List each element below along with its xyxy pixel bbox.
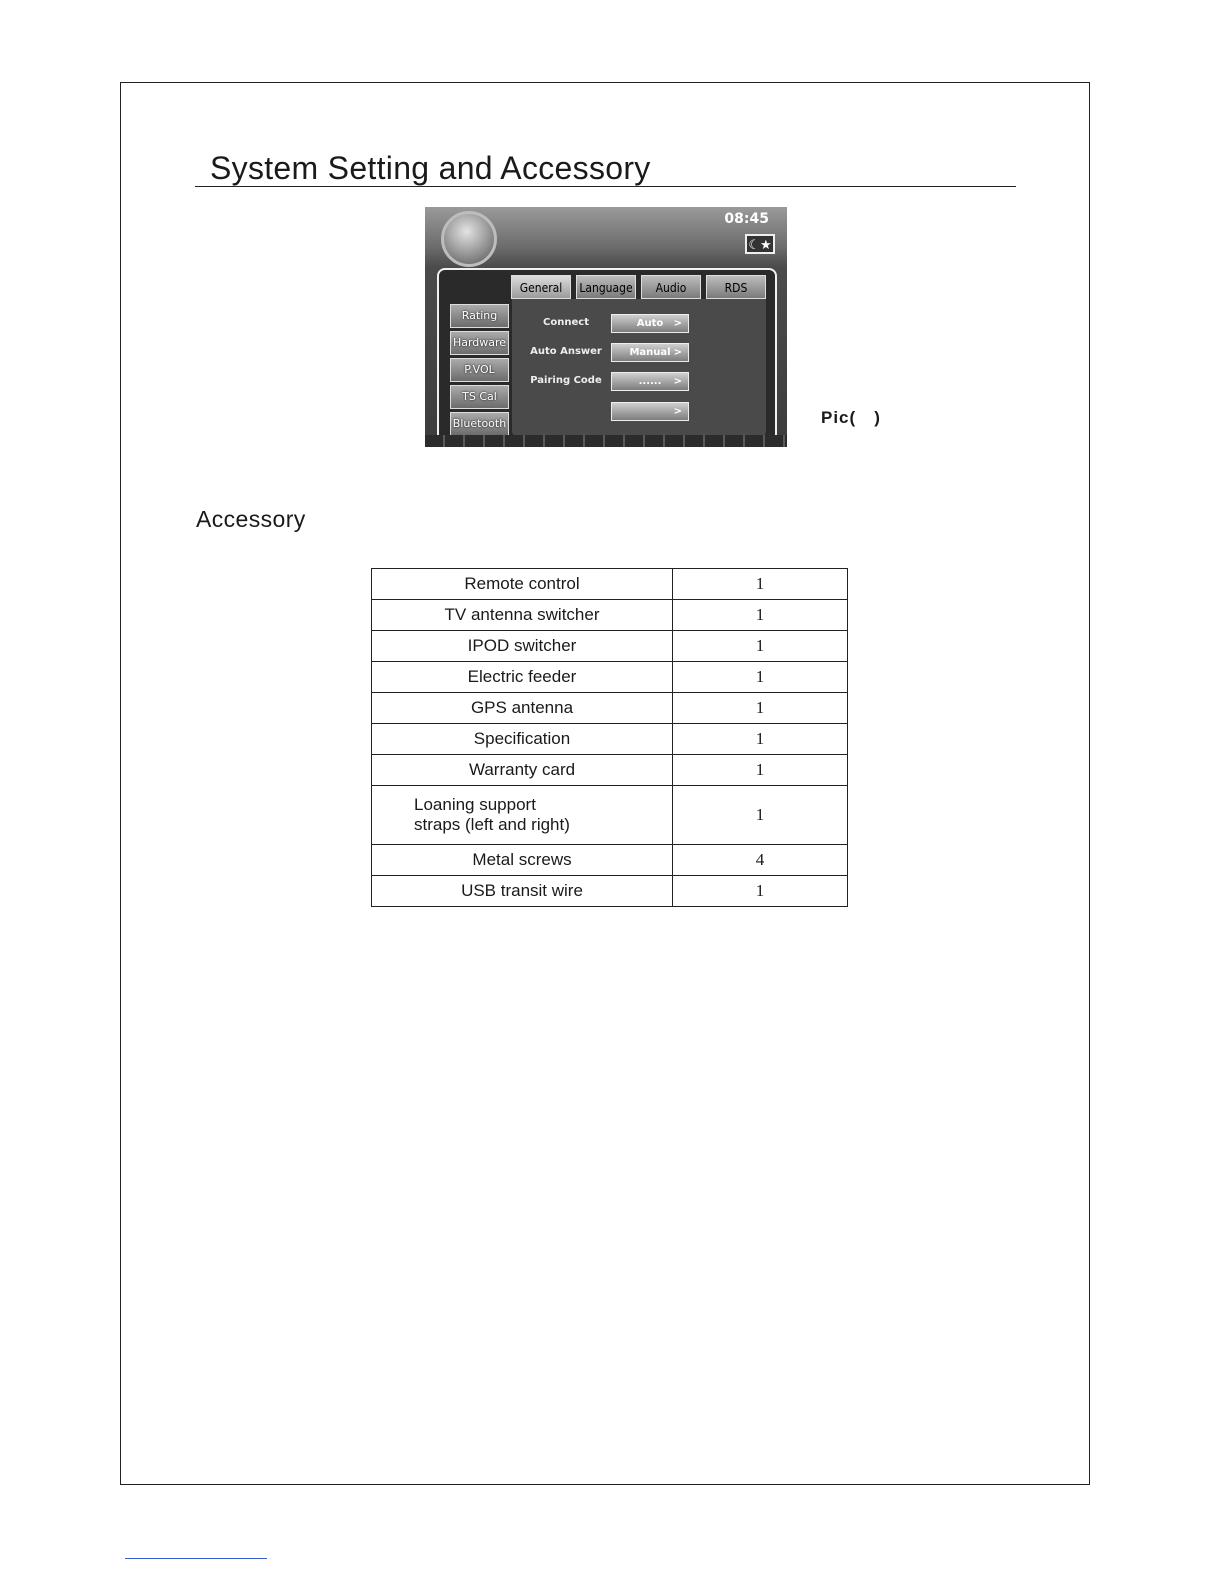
accessory-name: Loaning support straps (left and right) [372,786,673,845]
title-underline [195,186,1016,187]
chevron-right-icon: > [673,347,682,358]
accessory-quantity: 1 [673,876,848,907]
accessory-name: TV antenna switcher [372,600,673,631]
accessory-table [371,568,848,907]
accessory-name: IPOD switcher [372,631,673,662]
pairing-code-value: ...... [638,376,662,387]
accessory-quantity: 1 [673,631,848,662]
accessory-quantity: 1 [673,600,848,631]
table-row [372,693,848,724]
menu-knob-icon[interactable] [441,211,497,267]
accessory-quantity: 1 [673,786,848,845]
table-row [372,876,848,907]
side-item-bluetooth[interactable]: Bluetooth [450,412,509,436]
connect-label: Connect [543,317,589,328]
chevron-right-icon: > [673,318,682,329]
connect-button[interactable] [611,314,689,333]
side-item-ts-cal[interactable]: TS Cal [450,385,509,409]
page-title: System Setting and Accessory [210,150,651,186]
table-row [372,845,848,876]
accessory-name: GPS antenna [372,693,673,724]
table-row [372,600,848,631]
tab-language[interactable]: Language [576,275,636,299]
tab-general[interactable]: General [511,275,571,299]
chevron-right-icon: > [673,376,682,387]
accessory-quantity: 1 [673,724,848,755]
pairing-code-label: Pairing Code [530,375,602,386]
side-item-pvol[interactable]: P.VOL [450,358,509,382]
pic-caption: Pic( ) [821,408,881,427]
chevron-right-icon: > [673,406,682,417]
accessory-name: Specification [372,724,673,755]
accessory-quantity: 4 [673,845,848,876]
clock: 08:45 [724,211,769,227]
accessory-quantity: 1 [673,662,848,693]
accessory-name: Remote control [372,569,673,600]
settings-screenshot [425,207,787,447]
table-row [372,755,848,786]
table-row [372,569,848,600]
accessory-quantity: 1 [673,569,848,600]
accessory-name: USB transit wire [372,876,673,907]
pairing-code-button[interactable] [611,372,689,391]
accessory-name: Warranty card [372,755,673,786]
table-row [372,724,848,755]
empty-row-button[interactable] [611,402,689,421]
footer-link-rule [125,1558,267,1559]
auto-answer-label: Auto Answer [530,346,602,357]
accessory-name: Electric feeder [372,662,673,693]
table-row [372,786,848,845]
table-row [372,631,848,662]
table-row [372,662,848,693]
accessory-quantity: 1 [673,693,848,724]
side-item-rating[interactable]: Rating [450,304,509,328]
side-item-hardware[interactable]: Hardware [450,331,509,355]
accessory-quantity: 1 [673,755,848,786]
auto-answer-value: Manual [629,347,671,358]
screen-floor [425,435,787,447]
connect-value: Auto [636,318,664,329]
auto-answer-button[interactable] [611,343,689,362]
moon-star-icon[interactable]: ☾★ [745,234,775,254]
tab-rds[interactable]: RDS [706,275,766,299]
accessory-name: Metal screws [372,845,673,876]
accessory-heading: Accessory [196,506,306,532]
tab-audio[interactable]: Audio [641,275,701,299]
